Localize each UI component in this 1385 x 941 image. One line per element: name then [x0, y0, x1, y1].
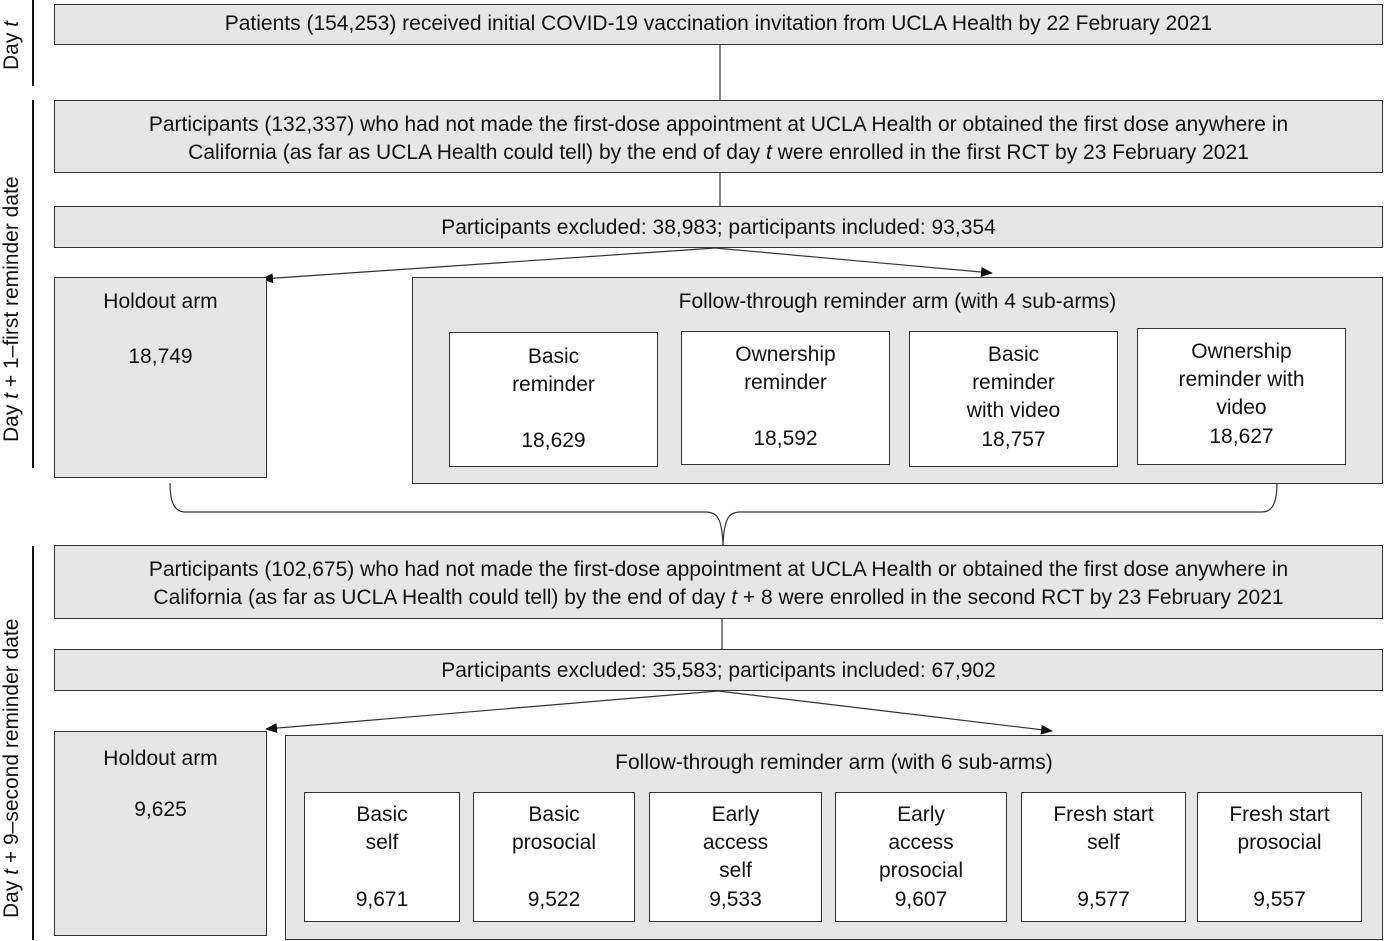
rct1-subarm-label: Ownership reminder — [735, 343, 836, 394]
rct2-subarm-n: 9,607 — [894, 888, 948, 911]
rct2-subarm-early-access-self — [649, 792, 822, 922]
rct2-holdout-n: 9,625 — [134, 798, 187, 821]
rct2-subarm-fresh-start-self — [1021, 792, 1186, 922]
rct2-holdout-box — [54, 731, 267, 936]
rct1-enrolled-text: Participants (132,337) who had not made the first-dose appointment at UCLA Health or obtained the first dose anywhere in California (as far as UCLA Health could tell) by the end of day t were enrolled in the first RCT by 23 February 2021 — [148, 113, 1289, 164]
rct1-subarm-label: Ownership reminder with video — [1178, 340, 1305, 419]
rct1-subarm-n: 18,627 — [1209, 425, 1274, 448]
rct1-subarm-n: 18,757 — [981, 428, 1046, 451]
rct2-enrolled-text: Participants (102,675) who had not made the first-dose appointment at UCLA Health or obtained the first dose anywhere in California (as far as UCLA Health could tell) by the end of day t + 8 were enrolled in the second RCT by 23 February 2021 — [148, 558, 1289, 609]
rct2-holdout-label: Holdout arm — [103, 747, 218, 770]
rct2-subarm-n: 9,671 — [355, 888, 409, 911]
rct1-subarm-n: 18,592 — [753, 427, 818, 450]
rct1-subarm-label: Basic reminder — [512, 345, 595, 396]
rct2-subarm-n: 9,522 — [527, 888, 581, 911]
rct2-subarm-early-access-prosocial — [835, 792, 1007, 922]
rct2-subarm-label: Fresh start self — [1053, 803, 1154, 854]
rct2-subarm-label: Basic prosocial — [511, 803, 597, 854]
rct2-subarm-basic-self — [304, 792, 460, 922]
rct1-holdout-box — [54, 277, 267, 478]
rct2-enrolled-box — [54, 545, 1383, 619]
rct1-subarm-basic-reminder-video — [909, 331, 1118, 467]
rct2-subarm-label: Early access prosocial — [878, 803, 964, 882]
side-label-first-reminder: Day t + 1–first reminder date — [0, 176, 23, 442]
rct2-subarm-label: Fresh start prosocial — [1229, 803, 1330, 854]
rct1-subarm-n: 18,629 — [521, 429, 586, 452]
rct2-excluded-box — [54, 649, 1383, 691]
side-label-day-t: Day t — [0, 20, 23, 70]
rct2-subarm-n: 9,577 — [1077, 888, 1130, 911]
rct1-excluded-box — [54, 206, 1383, 248]
rct1-holdout-n: 18,749 — [128, 345, 193, 368]
rct1-excluded-text: Participants excluded: 38,983; participants included: 93,354 — [441, 216, 996, 239]
rct2-subarm-label: Basic self — [356, 803, 408, 854]
invitation-text: Patients (154,253) received initial COVID-19 vaccination invitation from UCLA Health by 22 February 2021 — [224, 12, 1213, 35]
rct1-subarm-basic-reminder — [449, 332, 658, 467]
rct1-followthrough-label: Follow-through reminder arm (with 4 sub-arms) — [678, 290, 1117, 313]
rct1-enrolled-box — [54, 100, 1383, 173]
rct2-subarm-basic-prosocial — [473, 792, 635, 922]
rct1-holdout-label: Holdout arm — [103, 290, 218, 313]
rct1-subarm-ownership-reminder — [681, 331, 890, 465]
rct1-subarm-ownership-reminder-video — [1137, 328, 1346, 465]
rct1-subarm-label: Basic reminder with video — [966, 343, 1061, 422]
invitation-box — [54, 4, 1383, 45]
rct2-subarm-n: 9,557 — [1253, 888, 1306, 911]
rct2-subarm-fresh-start-prosocial — [1197, 792, 1362, 922]
rct2-followthrough-label: Follow-through reminder arm (with 6 sub-arms) — [615, 751, 1053, 774]
rct2-subarm-label: Early access self — [702, 803, 769, 882]
side-label-second-reminder: Day t + 9–second reminder date — [0, 618, 23, 918]
rct2-subarm-n: 9,533 — [709, 888, 762, 911]
rct2-excluded-text: Participants excluded: 35,583; participants included: 67,902 — [441, 659, 996, 682]
